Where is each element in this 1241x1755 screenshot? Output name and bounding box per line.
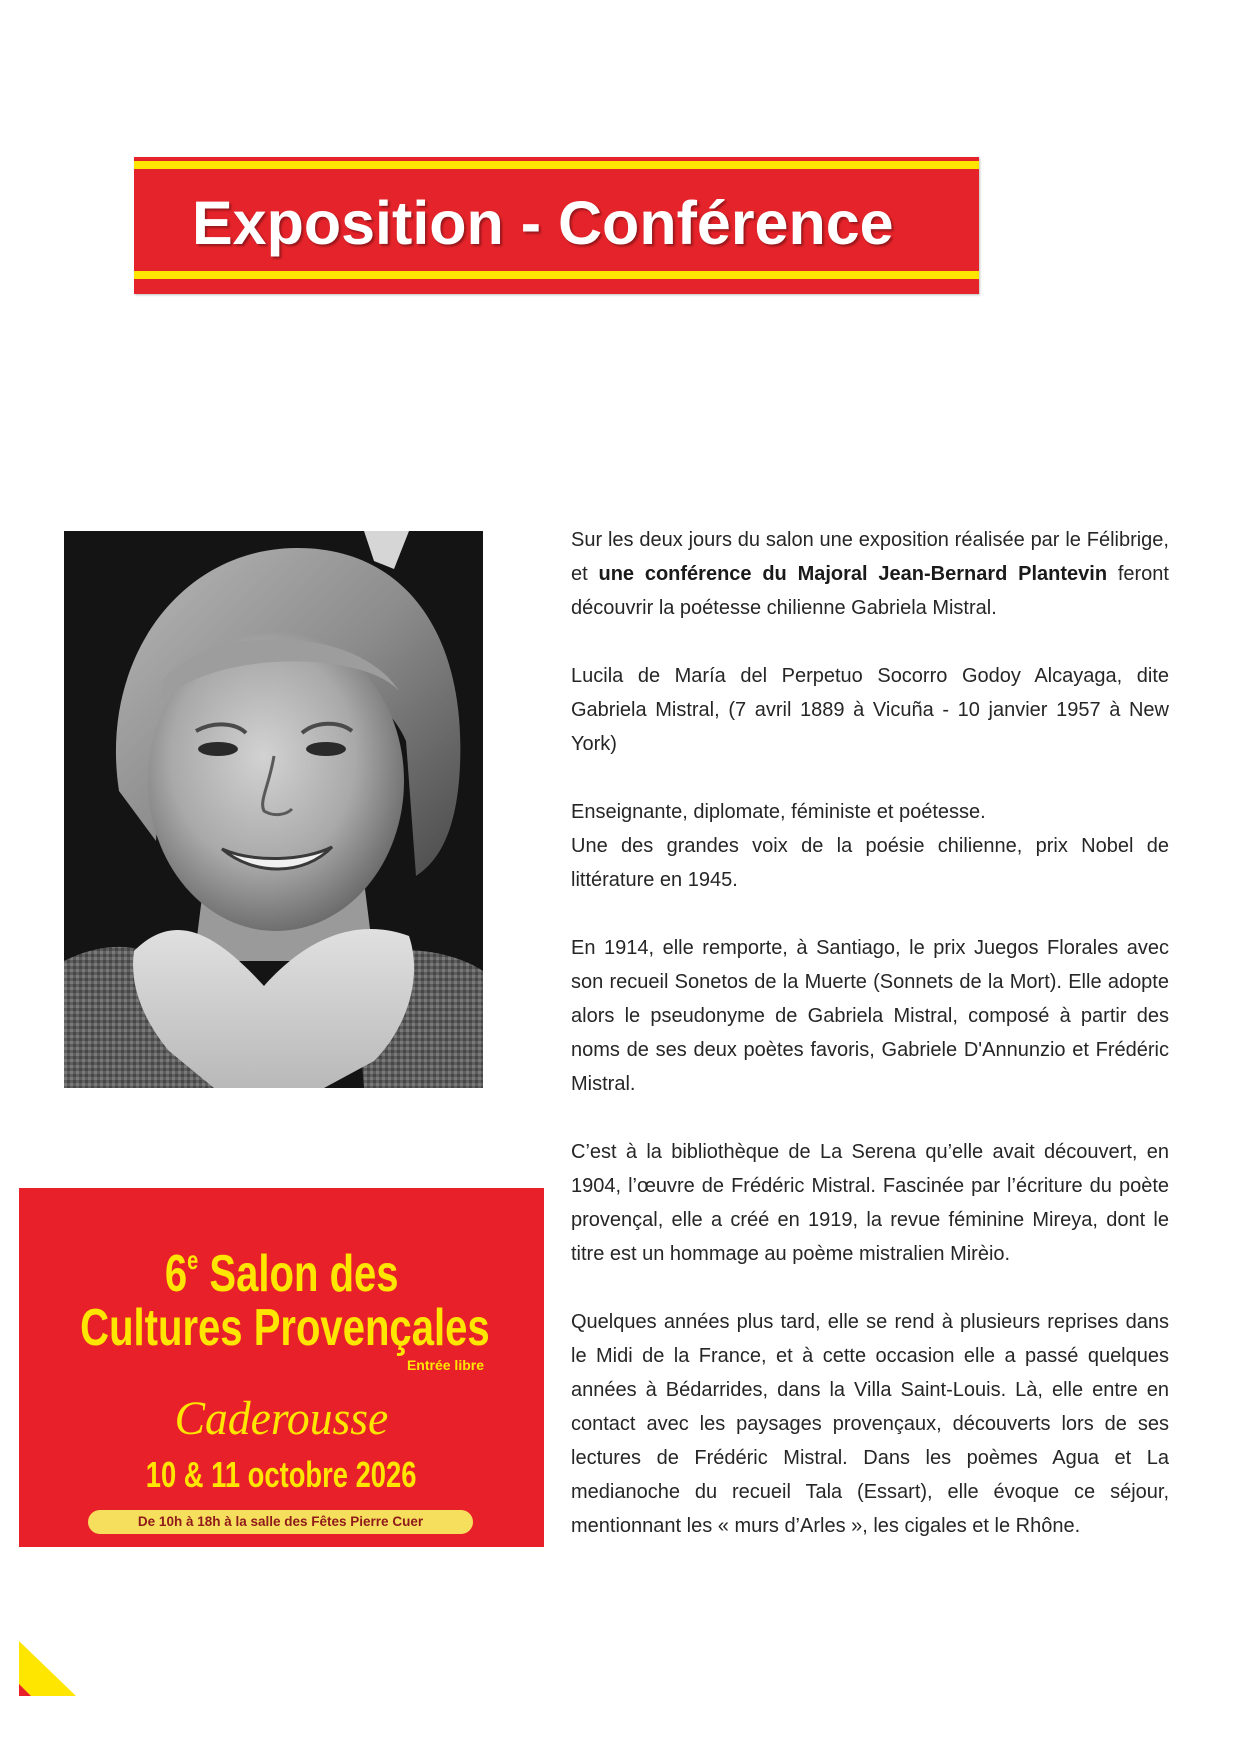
banner-stripe-bottom — [134, 271, 979, 279]
edition-number: 6 — [164, 1245, 187, 1303]
corner-triangle-decoration — [19, 1641, 76, 1696]
poster-title-line-2 — [19, 1300, 544, 1356]
poster-title-line-1 — [19, 1246, 544, 1302]
event-hours-pill: De 10h à 18h à la salle des Fêtes Pierre Cuer — [88, 1510, 473, 1534]
paragraph-profile — [571, 795, 1169, 897]
banner-stripe-top — [134, 161, 979, 169]
header-banner — [134, 157, 979, 294]
edition-suffix: e — [186, 1245, 199, 1275]
intro-text-end: feront découvrir la poétesse chilienne Gabriela Mistral. — [571, 563, 1169, 619]
title-line-2-text: Cultures Provençales — [80, 1299, 490, 1357]
event-dates: 10 & 11 octobre 2026 — [146, 1454, 417, 1495]
paragraph-provence: Quelques années plus tard, elle se rend à plusieurs reprises dans le Midi de la France, et à cette occasion elle a passé quelques années à Bédarrides, dans la Villa Saint-Louis. Là, elle entre en contact avec les paysages provençaux, découverts lors de ses lectures de Frédéric Mistral. Dans les poèmes Agua et La medianoche du recueil Tala (Essart), elle évoque ce séjour, mentionnant les « murs d’Arles », les cigales et le Rhône. — [571, 1311, 1169, 1537]
town-name: Caderousse — [174, 1392, 389, 1445]
article-body — [571, 523, 1169, 1543]
portrait-image — [64, 531, 483, 1088]
intro-text-start: Sur les deux jours du salon une exposition réalisée par le Félibrige, et — [571, 529, 1169, 585]
portrait-photo — [64, 531, 483, 1088]
paragraph-pseudonym: En 1914, elle remporte, à Santiago, le prix Juegos Florales avec son recueil Sonetos de la Muerte (Sonnets de la Mort). Elle adopte alors le pseudonyme de Gabriela Mistral, composé à partir des noms de ses deux poètes favoris, Gabriele D'Annunzio et Frédéric Mistral. — [571, 937, 1169, 1095]
poster-town — [19, 1391, 544, 1447]
poster-dates — [19, 1454, 544, 1496]
event-poster — [19, 1188, 544, 1547]
paragraph-discovery: C’est à la bibliothèque de La Serena qu’elle avait découvert, en 1904, l’œuvre de Frédéric Mistral. Fascinée par l’écriture du poète provençal, elle a créé en 1919, la revue féminine Mireya, dont le titre est un hommage au poème mistralien Mirèio. — [571, 1141, 1169, 1265]
paragraph-identity: Lucila de María del Perpetuo Socorro Godoy Alcayaga, dite Gabriela Mistral, (7 avril 1889 à Vicuña - 10 janvier 1957 à New York) — [571, 665, 1169, 755]
banner-title: Exposition - Conférence — [192, 189, 894, 257]
title-line-1-text: Salon des — [198, 1245, 399, 1303]
entry-free-label: Entrée libre — [406, 1357, 484, 1373]
intro-text-bold: une conférence du Majoral Jean-Bernard Plantevin — [598, 563, 1108, 585]
profile-line-1: Enseignante, diplomate, féministe et poétesse. — [571, 801, 986, 823]
profile-line-2: Une des grandes voix de la poésie chilienne, prix Nobel de littérature en 1945. — [571, 835, 1169, 891]
paragraph-intro — [571, 523, 1169, 625]
